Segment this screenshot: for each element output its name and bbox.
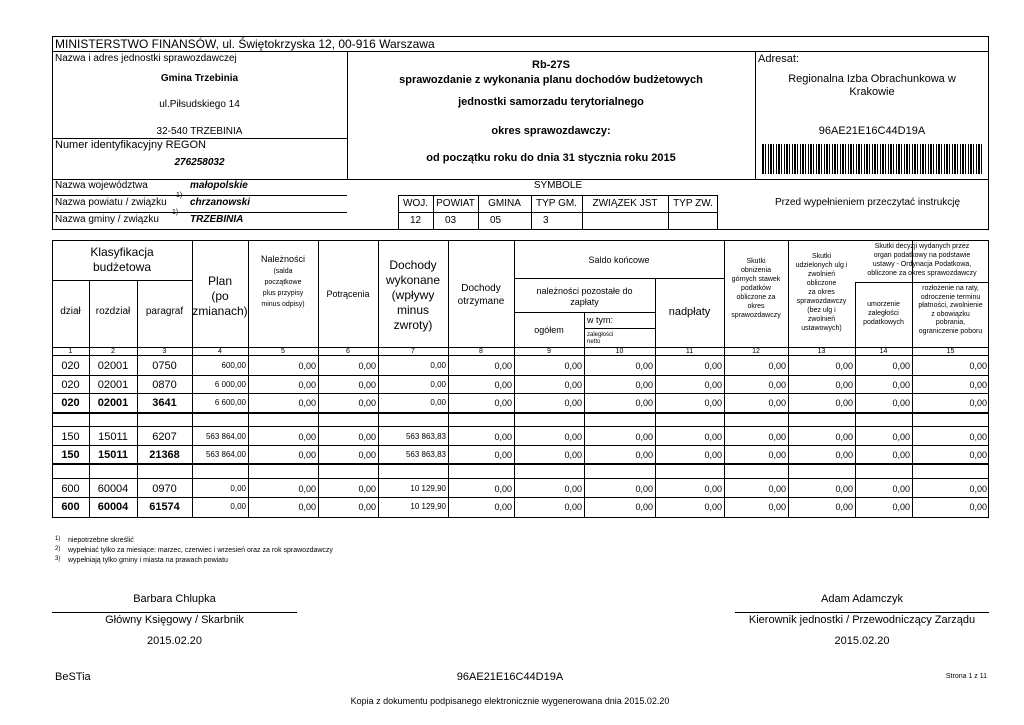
table-cell: 0,00 <box>704 484 722 494</box>
col-dochody-wyk-2: wykonane <box>385 273 441 287</box>
powiat-sup: 1) <box>176 192 183 199</box>
table-cell: 0,00 <box>704 450 722 460</box>
doc-id: 96AE21E16C44D19A <box>818 125 926 137</box>
col-dochody-otrz-2: otrzymane <box>457 296 505 307</box>
column-divider <box>448 240 449 518</box>
rozlozenie-line: pobrania, <box>935 319 966 326</box>
table-cell: 0,00 <box>892 484 910 494</box>
umorzenie-line: podatkowych <box>863 319 904 326</box>
row-divider <box>52 375 989 376</box>
symbol-value: 3 <box>543 215 549 226</box>
col-plan-3: zmianach) <box>192 304 248 318</box>
column-number: 14 <box>879 348 888 355</box>
table-cell: 0,00 <box>358 484 376 494</box>
barcode <box>762 144 982 174</box>
skutki-obn-line: obliczone za <box>736 294 776 301</box>
form-title-2: jednostki samorzadu terytorialnego <box>458 96 644 108</box>
unit-label: Nazwa i adres jednostki sprawozdawczej <box>55 53 237 64</box>
table-cell: 6207 <box>152 431 177 443</box>
column-divider <box>318 240 319 518</box>
footer-page: Strona 1 z 11 <box>945 673 987 680</box>
column-number: 6 <box>346 348 350 355</box>
table-cell: 563 863,83 <box>405 432 446 441</box>
signature-right-role: Kierownik jednostki / Przewodniczący Zarządu <box>748 614 976 626</box>
col-ogolem: ogółem <box>534 325 564 335</box>
rozlozenie-line: ograniczenie poboru <box>918 327 983 335</box>
umorzenie-line: umorzenie <box>867 301 900 308</box>
table-cell: 0,00 <box>358 432 376 442</box>
col-zaleglosci-1: zaległości <box>587 332 614 338</box>
row-divider <box>52 355 989 356</box>
table-cell: 0,00 <box>768 502 786 512</box>
table-cell: 15011 <box>98 449 128 461</box>
table-cell: 600,00 <box>221 361 246 370</box>
skutki-udz-line: udzielonych ulg i <box>795 262 848 269</box>
table-cell: 15011 <box>98 431 128 443</box>
symbol-header: WOJ. <box>403 198 428 209</box>
gmina-value: TRZEBINIA <box>190 214 244 225</box>
table-cell: 0,00 <box>358 398 376 408</box>
row-divider <box>52 426 989 427</box>
voiv-value: małopolskie <box>190 180 248 191</box>
table-cell: 0,00 <box>564 380 582 390</box>
signature-left-date: 2015.02.20 <box>146 635 203 647</box>
table-cell: 0,00 <box>768 380 786 390</box>
table-cell: 0,00 <box>969 398 987 408</box>
row-divider <box>52 478 989 479</box>
row-divider <box>52 280 192 281</box>
col-naleznosci-3: początkowe <box>264 279 302 286</box>
skutki-dec-line: obliczone za okres sprawozdawczy <box>867 270 977 277</box>
table-cell: 020 <box>61 379 80 391</box>
table-cell: 0,00 <box>969 484 987 494</box>
skutki-udz-line: Skutki <box>811 253 832 260</box>
col-saldo: Saldo końcowe <box>588 255 650 265</box>
symbol-value: 03 <box>445 215 457 226</box>
table-cell: 0,00 <box>835 432 853 442</box>
table-cell: 0,00 <box>892 432 910 442</box>
rozlozenie-line: rozłożenie na raty, <box>922 285 979 292</box>
col-klasyfikacja-2: budżetowa <box>92 260 152 274</box>
table-cell: 0,00 <box>635 502 653 512</box>
column-number: 11 <box>685 348 694 355</box>
powiat-value: chrzanowski <box>190 197 251 208</box>
col-nal-poz-1: należności pozostałe do <box>536 286 633 296</box>
skutki-obn-line: podatków <box>741 285 771 292</box>
table-cell: 0,00 <box>494 450 512 460</box>
unit-name: Gmina Trzebinia <box>160 73 239 84</box>
form-code: Rb-27S <box>532 59 570 71</box>
row-divider <box>52 497 989 498</box>
skutki-obn-line: okres <box>747 303 765 310</box>
row-divider <box>584 328 655 329</box>
table-cell: 0,00 <box>230 484 246 493</box>
table-cell: 0,00 <box>635 398 653 408</box>
table-cell: 0,00 <box>564 502 582 512</box>
table-cell: 0,00 <box>835 450 853 460</box>
table-cell: 6 000,00 <box>214 380 246 389</box>
table-cell: 0750 <box>152 360 177 372</box>
footer-copy-note: Kopia z dokumentu podpisanego elektronicznie wygenerowana dnia 2015.02.20 <box>350 696 670 706</box>
col-dochody-wyk-5: zwroty) <box>393 318 433 332</box>
table-cell: 0,00 <box>892 502 910 512</box>
rozlozenie-line: płatności, zwolnienie <box>918 302 983 309</box>
row-divider <box>52 445 989 446</box>
table-cell: 0,00 <box>892 450 910 460</box>
skutki-dec-line: organ podatkowy na podstawie <box>873 252 971 259</box>
footer-system: BeSTia <box>55 671 91 683</box>
table-cell: 02001 <box>97 397 129 409</box>
skutki-obn-line: sprawozdawczy <box>731 312 781 319</box>
table-cell: 0,00 <box>892 380 910 390</box>
table-cell: 02001 <box>97 360 129 372</box>
col-nadplaty: nadpłaty <box>668 306 711 318</box>
addressee-line-2: Krakowie <box>849 86 895 98</box>
table-cell: 61574 <box>149 501 180 513</box>
table-cell: 0,00 <box>704 398 722 408</box>
table-cell: 10 129,90 <box>410 484 446 493</box>
column-number: 3 <box>162 348 167 355</box>
table-cell: 21368 <box>149 449 180 461</box>
symbol-header: GMINA <box>488 198 521 209</box>
symbol-header: TYP ZW. <box>673 198 713 209</box>
skutki-udz-line: ustawowych) <box>801 325 842 332</box>
skutki-udz-line: zwolnień <box>807 271 836 278</box>
col-dochody-wyk-4: minus <box>396 303 429 317</box>
regon-label: Numer identyfikacyjny REGON <box>55 139 206 151</box>
table-cell: 0,00 <box>494 484 512 494</box>
col-plan-1: Plan <box>207 274 233 288</box>
table-cell: 6 600,00 <box>214 398 246 407</box>
column-number: 1 <box>68 348 73 355</box>
skutki-dec-line: Skutki decyzji wydanych przez <box>874 243 970 250</box>
table-cell: 0,00 <box>494 380 512 390</box>
signature-right-date: 2015.02.20 <box>834 635 890 647</box>
table-cell: 0,00 <box>298 432 316 442</box>
table-cell: 0,00 <box>969 450 987 460</box>
row-divider <box>855 282 989 283</box>
regon-value: 276258032 <box>174 157 225 168</box>
skutki-udz-line: za okres <box>808 289 835 296</box>
table-cell: 0,00 <box>768 398 786 408</box>
table-cell: 563 864,00 <box>205 450 246 459</box>
col-potracenia: Potrącenia <box>326 289 370 299</box>
row-divider <box>52 412 989 414</box>
footnote-text: niepotrzebne skreślić <box>68 537 134 544</box>
table-cell: 0,00 <box>704 432 722 442</box>
col-naleznosci-5: minus odpisy) <box>261 301 305 308</box>
table-cell: 0,00 <box>635 484 653 494</box>
column-number: 7 <box>411 348 415 355</box>
col-paragraf: paragraf <box>145 306 184 317</box>
table-cell: 0,00 <box>358 450 376 460</box>
col-dzial: dział <box>60 306 81 317</box>
table-cell: 0,00 <box>704 361 722 371</box>
table-cell: 0,00 <box>298 484 316 494</box>
row-divider <box>52 393 989 394</box>
table-cell: 0,00 <box>835 361 853 371</box>
footnote-text: wypełniają tylko gminy i miasta na prawach powiatu <box>68 557 228 564</box>
table-cell: 0,00 <box>230 502 246 511</box>
signature-left-name: Barbara Chlupka <box>133 593 216 605</box>
col-rozdzial: rozdział <box>95 306 131 317</box>
table-cell: 0,00 <box>635 361 653 371</box>
rozlozenie-line: z obowiązku <box>931 310 970 318</box>
symbol-value: 12 <box>410 215 422 226</box>
column-number: 10 <box>615 348 624 355</box>
skutki-obn-line: górnych stawek <box>731 276 781 283</box>
column-number: 9 <box>547 348 551 355</box>
instruction-text: Przed wypełnieniem przeczytać instrukcję <box>775 197 961 208</box>
col-dochody-wyk-3: (wpływy <box>391 288 435 302</box>
table-cell: 3641 <box>152 397 177 409</box>
signature-left-role: Główny Księgowy / Skarbnik <box>105 614 244 626</box>
table-cell: 02001 <box>97 379 129 391</box>
table-cell: 0,00 <box>969 432 987 442</box>
table-cell: 0,00 <box>298 502 316 512</box>
table-cell: 563 863,83 <box>405 450 446 459</box>
table-cell: 0,00 <box>969 502 987 512</box>
table-cell: 0,00 <box>298 380 316 390</box>
skutki-udz-line: zwolnień <box>807 316 836 323</box>
table-cell: 0,00 <box>494 502 512 512</box>
table-cell: 0,00 <box>494 361 512 371</box>
table-cell: 0,00 <box>358 502 376 512</box>
col-naleznosci-2: (salda <box>273 268 293 275</box>
table-cell: 0,00 <box>969 361 987 371</box>
column-number: 4 <box>218 348 222 355</box>
table-cell: 0,00 <box>430 361 446 370</box>
skutki-udz-line: (bez ulg i <box>807 307 836 314</box>
unit-street: ul.Piłsudskiego 14 <box>159 99 240 110</box>
table-cell: 600 <box>61 483 80 495</box>
table-cell: 150 <box>61 431 80 443</box>
table-cell: 0,00 <box>635 432 653 442</box>
addressee-label: Adresat: <box>758 53 799 65</box>
table-cell: 0,00 <box>635 450 653 460</box>
table-cell: 0,00 <box>835 484 853 494</box>
table-cell: 0,00 <box>564 484 582 494</box>
column-number: 5 <box>281 348 285 355</box>
table-cell: 020 <box>61 360 80 372</box>
table-cell: 0,00 <box>768 450 786 460</box>
skutki-obn-line: Skutki <box>746 258 766 265</box>
col-naleznosci-1: Należności <box>260 254 306 264</box>
column-number: 2 <box>111 348 115 355</box>
skutki-udz-line: obliczone <box>806 280 837 287</box>
symbol-header: ZWIĄZEK JST <box>592 198 658 209</box>
column-number: 8 <box>479 348 483 355</box>
umorzenie-line: zaległości <box>868 310 899 317</box>
period-label: okres sprawozdawczy: <box>491 125 611 137</box>
table-cell: 0,00 <box>298 398 316 408</box>
table-cell: 600 <box>61 501 80 513</box>
table-cell: 0970 <box>152 483 177 495</box>
table-cell: 0,00 <box>494 432 512 442</box>
footnote-text: wypełniać tylko za miesiące: marzec, czerwiec i wrzesień oraz za rok sprawozdawczy <box>68 547 333 554</box>
row-divider <box>514 278 724 279</box>
column-number: 13 <box>817 348 826 355</box>
col-klasyfikacja-1: Klasyfikacja <box>90 245 154 259</box>
table-cell: 0,00 <box>892 398 910 408</box>
signature-right-name: Adam Adamczyk <box>821 593 903 605</box>
table-cell: 0,00 <box>564 361 582 371</box>
table-cell: 0,00 <box>768 484 786 494</box>
footer-doc-id: 96AE21E16C44D19A <box>456 671 564 683</box>
skutki-dec-line: ustawy - Ordynacja Podatkowa, <box>872 261 972 268</box>
row-divider <box>52 463 989 465</box>
table-cell: 150 <box>61 449 80 461</box>
col-plan-2: (po <box>211 289 229 303</box>
table-cell: 0,00 <box>494 398 512 408</box>
table-cell: 0,00 <box>358 380 376 390</box>
table-cell: 563 864,00 <box>205 432 246 441</box>
col-wtym: w tym: <box>587 315 613 325</box>
row-divider <box>514 312 655 313</box>
table-cell: 0,00 <box>969 380 987 390</box>
skutki-udz-line: sprawozdawczy <box>796 298 847 305</box>
table-cell: 0,00 <box>298 361 316 371</box>
column-number: 15 <box>946 348 955 355</box>
table-cell: 0,00 <box>564 450 582 460</box>
table-cell: 0,00 <box>892 361 910 371</box>
table-cell: 10 129,90 <box>410 502 446 511</box>
gmina-label: Nazwa gminy / związku <box>55 214 159 225</box>
table-cell: 0,00 <box>704 380 722 390</box>
footnote-mark: 2) <box>55 546 61 552</box>
table-cell: 0,00 <box>635 380 653 390</box>
table-cell: 60004 <box>97 483 129 495</box>
table-cell: 020 <box>61 397 80 409</box>
symbol-value: 05 <box>490 215 502 226</box>
col-dochody-wyk-1: Dochody <box>389 258 437 272</box>
powiat-label: Nazwa powiatu / związku <box>55 197 167 208</box>
table-cell: 0,00 <box>298 450 316 460</box>
voiv-label: Nazwa województwa <box>55 180 148 191</box>
table-cell: 0,00 <box>768 361 786 371</box>
table-cell: 0,00 <box>835 398 853 408</box>
table-cell: 0,00 <box>430 380 446 389</box>
footnote-mark: 1) <box>55 536 61 542</box>
table-cell: 0,00 <box>358 361 376 371</box>
table-cell: 0,00 <box>704 502 722 512</box>
ministry-line: MINISTERSTWO FINANSÓW, ul. Świętokrzyska 12, 00-916 Warszawa <box>55 37 435 51</box>
period-value: od początku roku do dnia 31 stycznia roku 2015 <box>426 152 676 164</box>
table-cell: 0,00 <box>835 502 853 512</box>
table-cell: 0,00 <box>430 398 446 407</box>
col-dochody-otrz-1: Dochody <box>461 283 501 294</box>
form-title-1: sprawozdanie z wykonania planu dochodów budżetowych <box>399 74 703 86</box>
symbol-header: POWIAT <box>436 198 475 209</box>
table-cell: 0,00 <box>564 398 582 408</box>
column-number: 12 <box>752 348 760 355</box>
unit-city: 32-540 TRZEBINIA <box>156 126 243 137</box>
column-divider <box>514 240 515 518</box>
col-nal-poz-2: zapłaty <box>570 297 599 307</box>
footnote-mark: 3) <box>55 556 61 562</box>
symbols-label: SYMBOLE <box>533 180 583 191</box>
addressee-line-1: Regionalna Izba Obrachunkowa w <box>788 73 956 85</box>
symbol-header: TYP GM. <box>536 198 577 209</box>
table-cell: 60004 <box>97 501 129 513</box>
col-zaleglosci-2: netto <box>587 339 601 345</box>
table-cell: 0,00 <box>564 432 582 442</box>
table-cell: 0870 <box>152 379 177 391</box>
table-cell: 0,00 <box>768 432 786 442</box>
skutki-obn-line: obniżenia <box>741 267 771 274</box>
table-cell: 0,00 <box>835 380 853 390</box>
col-naleznosci-4: plus przypisy <box>262 290 304 297</box>
rozlozenie-line: odroczenie terminu <box>920 293 981 301</box>
gmina-sup: 1) <box>172 209 179 216</box>
